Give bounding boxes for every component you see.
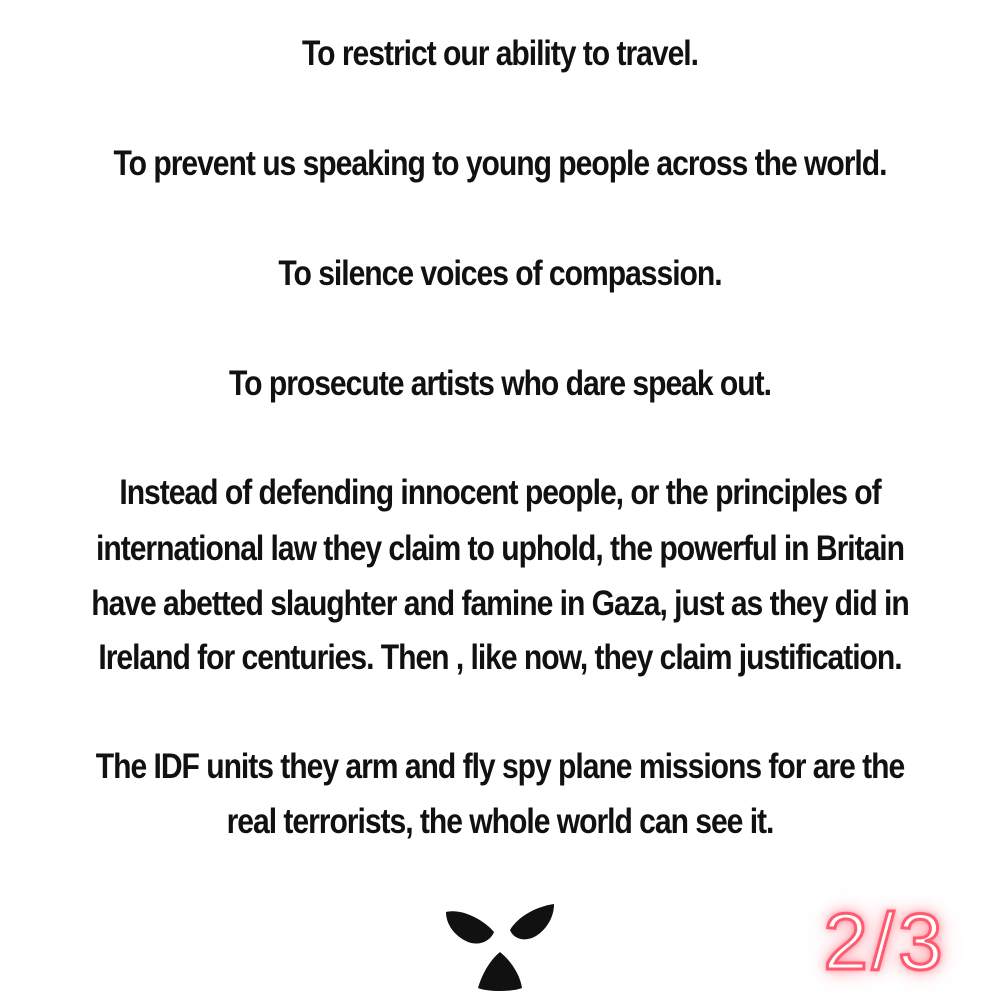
text-line-9: The IDF units they arm and fly spy plane missions for are the	[95, 747, 905, 786]
text-line-6: international law they claim to uphold, the powerful in Britain	[96, 529, 904, 568]
text-line-2: To prevent us speaking to young people across the world.	[113, 144, 887, 183]
text-line-1: To restrict our ability to travel.	[302, 34, 698, 73]
text-line-5: Instead of defending innocent people, or the principles of	[119, 473, 881, 512]
balaclava-face-icon	[440, 902, 560, 994]
text-line-10: real terrorists, the whole world can see it.	[226, 802, 774, 841]
text-line-7: have abetted slaughter and famine in Gaza, just as they did in	[91, 584, 909, 623]
text-line-4: To prosecute artists who dare speak out.	[229, 364, 771, 403]
text-line-3: To silence voices of compassion.	[278, 254, 722, 293]
page-indicator: 2/3	[823, 897, 947, 986]
text-line-8: Ireland for centuries. Then , like now, they claim justification.	[98, 638, 902, 677]
